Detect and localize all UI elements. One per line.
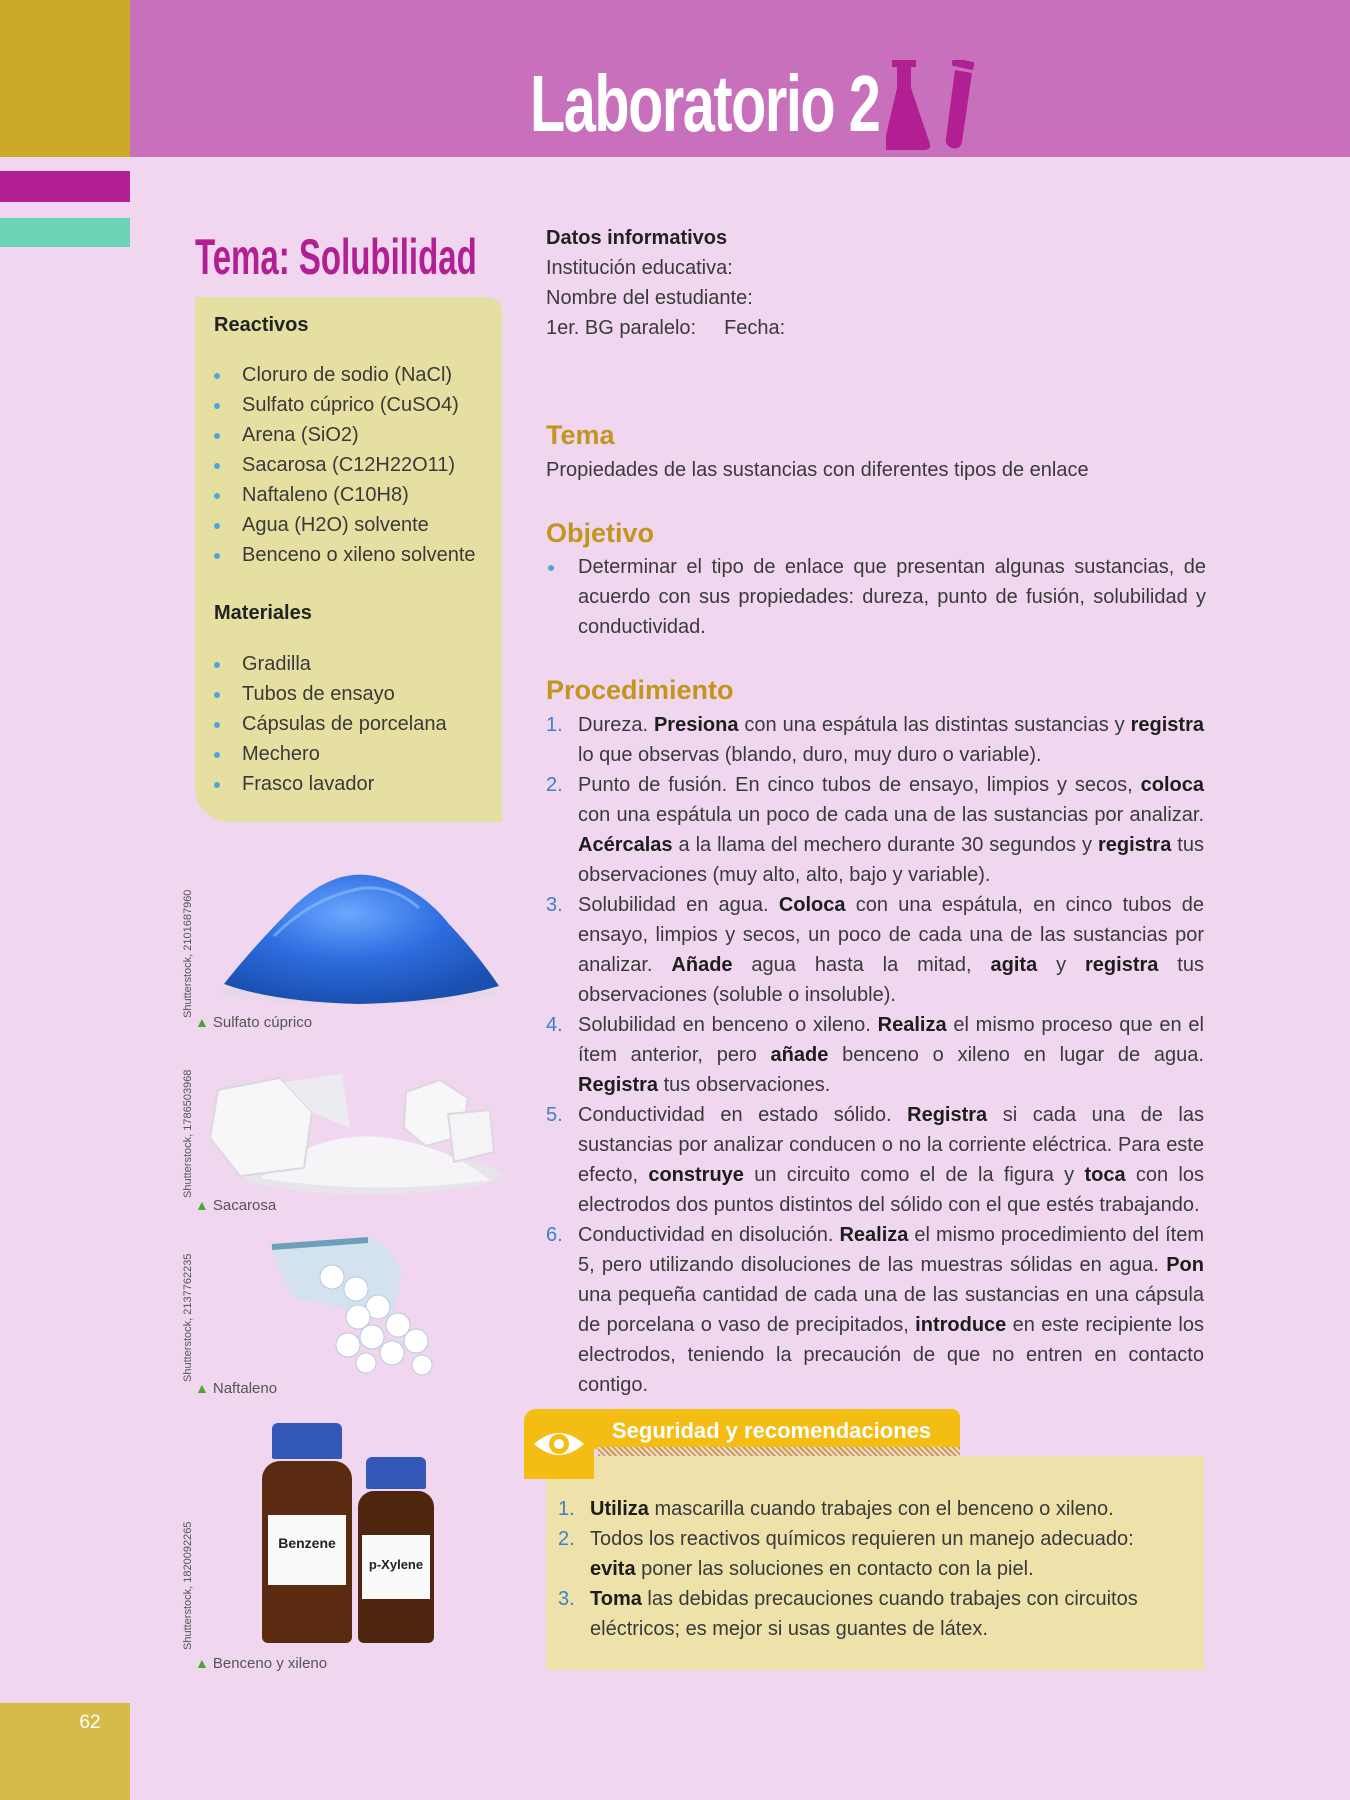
corner-block — [0, 0, 130, 157]
list-item: Cloruro de sodio (NaCl) — [212, 360, 476, 390]
student-label: Nombre del estudiante: — [546, 287, 753, 309]
objetivo-heading: Objetivo — [546, 518, 655, 548]
list-item: Sulfato cúprico (CuSO4) — [212, 390, 476, 420]
safety-hatch — [598, 1447, 960, 1456]
info-heading: Datos informativos — [546, 227, 728, 249]
photo-caption: ▲ Benceno y xileno — [195, 1655, 328, 1672]
list-item: Cápsulas de porcelana — [212, 709, 447, 739]
photo-caption: ▲ Sacarosa — [195, 1197, 277, 1214]
list-item: Arena (SiO2) — [212, 420, 476, 450]
reagents-list — [212, 360, 476, 570]
grade-date-row — [546, 313, 1206, 343]
triangle-icon: ▲ — [195, 1380, 209, 1396]
list-item: Naftaleno (C10H8) — [212, 480, 476, 510]
page-title: Laboratorio 2 — [530, 59, 880, 148]
list-item: Tubos de ensayo — [212, 679, 447, 709]
photo-credit: Shutterstock, 2137762235 — [182, 1253, 194, 1382]
safety-list — [558, 1494, 1158, 1644]
tema-heading: Tema — [546, 420, 615, 450]
triangle-icon: ▲ — [195, 1014, 209, 1030]
date-label: Fecha: — [724, 317, 786, 339]
tema-text: Propiedades de las sustancias con diferentes tipos de enlace — [546, 459, 1089, 481]
procedure-step: 2. Punto de fusión. En cinco tubos de ensayo, limpios y secos, coloca con una espátula un poco de cada una de las sustancias por analizar. Acércalas a la llama del mechero durante 30 segundos y registra tus observaciones (muy alto, alto, bajo y variable). — [546, 774, 1204, 886]
materials-heading: Materiales — [214, 602, 312, 624]
procedure-step: 3. Solubilidad en agua. Coloca con una espátula, en cinco tubos de ensayo, limpios y secos, un poco de cada una de las sustancias por analizar. Añade agua hasta la mitad, agita y registra tus observaciones (soluble o insoluble). — [546, 894, 1204, 1006]
triangle-icon: ▲ — [195, 1655, 209, 1671]
eye-icon — [532, 1424, 586, 1464]
teal-stripe — [0, 218, 130, 247]
reagents-heading: Reactivos — [214, 314, 309, 336]
benzene-bottle — [262, 1423, 352, 1643]
triangle-icon: ▲ — [195, 1197, 209, 1213]
procedimiento-heading: Procedimiento — [546, 675, 734, 705]
safety-item: 1. Utiliza mascarilla cuando trabajes con el benceno o xileno. — [558, 1498, 1114, 1520]
procedure-steps — [546, 710, 1204, 1400]
photo-caption: ▲ Sulfato cúprico — [195, 1014, 313, 1031]
objetivo-list — [546, 552, 1206, 642]
procedure-step: 1. Dureza. Presiona con una espátula las distintas sustancias y registra lo que observas (blando, duro, muy duro o variable). — [546, 714, 1204, 766]
naphthalene-photo — [262, 1237, 440, 1377]
sucrose-photo — [200, 1068, 500, 1196]
copper-sulfate-photo — [214, 856, 504, 1008]
photo-credit: Shutterstock, 1786503968 — [182, 1069, 194, 1198]
reagents-materials-box — [195, 297, 502, 822]
info-block — [546, 223, 1206, 343]
list-item: Frasco lavador — [212, 769, 447, 799]
list-item: Benceno o xileno solvente — [212, 540, 476, 570]
institution-label: Institución educativa: — [546, 257, 733, 279]
flask-tube-icon — [886, 60, 982, 152]
photo-credit: Shutterstock, 2101687960 — [182, 889, 194, 1018]
bottle-label: p-Xylene — [368, 1557, 424, 1572]
list-item: Mechero — [212, 739, 447, 769]
safety-item: 3. Toma las debidas precauciones cuando trabajes con circuitos eléctricos; es mejor si usas guantes de látex. — [558, 1588, 1138, 1640]
list-item: Gradilla — [212, 649, 447, 679]
list-item: Sacarosa (C12H22O11) — [212, 450, 476, 480]
bottle-label: Benzene — [278, 1535, 336, 1551]
topic-title: Tema: Solubilidad — [195, 229, 477, 285]
photo-credit: Shutterstock, 1820092265 — [182, 1521, 194, 1650]
list-item: Agua (H2O) solvente — [212, 510, 476, 540]
materials-list — [212, 649, 447, 799]
photo-caption: ▲ Naftaleno — [195, 1380, 278, 1397]
procedure-step: 6. Conductividad en disolución. Realiza el mismo procedimiento del ítem 5, pero utilizando disoluciones de las muestras sólidas en agua. Pon una pequeña cantidad de cada una de las sustancias en una cápsula de porcelana o vaso de precipitados, introduce en este recipiente los electrodos, teniendo la precaución de que no entren en contacto contigo. — [546, 1224, 1205, 1396]
procedure-step: 4. Solubilidad en benceno o xileno. Realiza el mismo proceso que en el ítem anterior, pero añade benceno o xileno en lugar de agua. Registra tus observaciones. — [546, 1014, 1204, 1096]
xylene-bottle — [358, 1457, 434, 1643]
page-number: 62 — [79, 1712, 101, 1733]
grade-label: 1er. BG paralelo: — [546, 317, 697, 339]
magenta-stripe — [0, 171, 130, 202]
safety-title: Seguridad y recomendaciones — [612, 1418, 932, 1443]
list-item: Determinar el tipo de enlace que presentan algunas sustancias, de acuerdo con sus propiedades: dureza, punto de fusión, solubilidad y conductividad. — [546, 552, 1206, 642]
safety-item: 2. Todos los reactivos químicos requieren un manejo adecuado: evita poner las soluciones en contacto con la piel. — [558, 1528, 1134, 1580]
procedure-step: 5. Conductividad en estado sólido. Registra si cada una de las sustancias por analizar conducen o no la corriente eléctrica. Para este efecto, construye un circuito como el de la figura y toca con los electrodos dos puntos distintos del sólido con el que estés trabajando. — [546, 1104, 1204, 1216]
